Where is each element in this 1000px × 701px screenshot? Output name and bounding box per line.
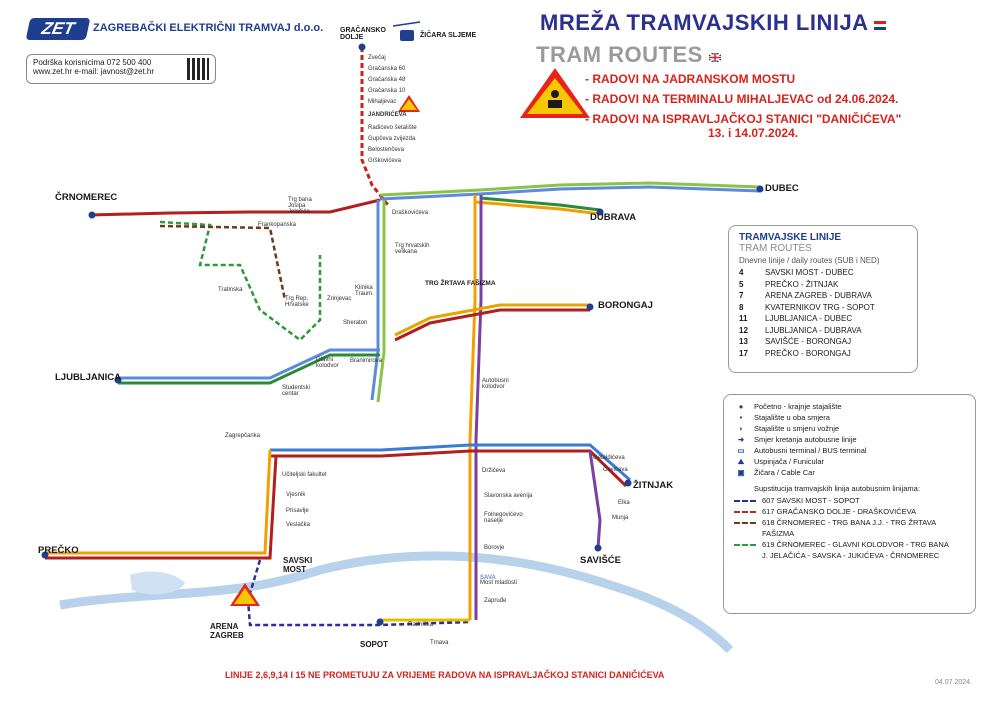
- legend-item-label: Stajalište u smjeru vožnje: [754, 424, 840, 433]
- route-number: 7: [739, 291, 744, 300]
- routes-legend-note: Dnevne linije / daily routes (SUB i NED): [739, 256, 880, 265]
- terminal-sopot: [377, 619, 384, 626]
- route-row[interactable]: [739, 279, 907, 291]
- stop-label[interactable]: JANDRIĆEVA: [368, 112, 407, 118]
- substitution-item: [734, 517, 965, 539]
- terminal-stop-icon: ●: [738, 402, 744, 411]
- bus-607-route: [248, 560, 470, 625]
- label-ljubljanica[interactable]: LJUBLJANICA: [55, 372, 121, 383]
- stop-label[interactable]: Slavonska avenija: [484, 493, 533, 499]
- legend-item: [734, 423, 965, 434]
- stop-label[interactable]: Radnička: [408, 622, 434, 628]
- stop-label[interactable]: Zvečaj: [368, 55, 386, 61]
- route-name: SAVIŠĆE - BORONGAJ: [765, 337, 852, 346]
- uk-flag-icon: [709, 53, 721, 62]
- label-sava-river: SAVA: [480, 575, 496, 581]
- croatian-flag-icon: [874, 21, 886, 30]
- legend-item-label: Stajalište u oba smjera: [754, 413, 830, 422]
- label-arena-zagreb[interactable]: ARENA ZAGREB: [210, 622, 244, 640]
- stop-label[interactable]: Autobusni kolodvor: [482, 378, 509, 390]
- legend-item-label: Autobusni terminal / BUS terminal: [754, 446, 867, 455]
- stop-label[interactable]: Zrinjevac: [327, 296, 352, 302]
- route-name: LJUBLJANICA - DUBEC: [765, 314, 853, 323]
- stop-label[interactable]: Trnava: [430, 640, 449, 646]
- label-gracansko-dolje[interactable]: GRAČANSKO DOLJE: [340, 27, 386, 41]
- routes-legend-heading: TRAMVAJSKE LINIJE: [739, 232, 842, 243]
- substitution-label: 619 ČRNOMEREC - GLAVNI KOLODVOR - TRG BANA J. JELAČIĆA - SAVSKA - JUKIĆEVA - ČRNOMEREC: [762, 540, 949, 560]
- line-savisce: [590, 451, 600, 548]
- route-name: LJUBLJANICA - DUBRAVA: [765, 325, 862, 335]
- stop-label[interactable]: Gračanska 10: [368, 88, 406, 94]
- footer-notice: LINIJE 2,6,9,14 I 15 NE PROMETUJU ZA VRIJEME RADOVA NA ISPRAVLJAČKOJ STANICI DANIČIĆEVA: [225, 670, 665, 680]
- bus-line-dash: [734, 500, 756, 502]
- roadwork-warning-icon: [520, 68, 590, 118]
- stop-label[interactable]: Grškovićeva: [368, 158, 402, 164]
- substitution-label: 618 ČRNOMEREC - TRG BANA J.J. - TRG ŽRTAVA FAŠIZMA: [762, 518, 936, 538]
- page-subtitle: TRAM ROUTES: [536, 42, 721, 68]
- bus-terminal-icon: ▭: [737, 446, 745, 455]
- stop-label[interactable]: Branimirova: [350, 358, 383, 364]
- legend-item-label: Smjer kretanja autobusne linije: [754, 435, 857, 444]
- label-trg-zrtava-fasizma[interactable]: TRG ŽRTAVA FAŠIZMA: [425, 280, 496, 287]
- stop-label[interactable]: Getaldićeva: [593, 455, 625, 461]
- route-row[interactable]: [739, 325, 907, 337]
- route-number: 12: [739, 325, 748, 335]
- stop-label[interactable]: Folnegovićevo naselje: [484, 512, 523, 524]
- route-number: 5: [739, 279, 744, 289]
- legend-item-label: Uspinjača / Funicular: [754, 457, 825, 466]
- route-row[interactable]: [739, 267, 907, 279]
- qr-code-icon[interactable]: [187, 58, 209, 80]
- routes-legend-heading-en: TRAM ROUTES: [739, 243, 812, 254]
- stop-label[interactable]: Trg bana Josipa Jelačića: [288, 197, 312, 215]
- stop-label[interactable]: Zapruđe: [484, 598, 507, 604]
- bus-line-dash: [734, 511, 756, 513]
- bus-line-dash: [734, 522, 756, 524]
- label-borongaj[interactable]: BORONGAJ: [598, 300, 653, 311]
- route-number: 17: [739, 348, 748, 358]
- stop-label[interactable]: Tratinska: [218, 287, 243, 293]
- stop-label[interactable]: Draškovićeva: [392, 210, 429, 216]
- legend-item: [734, 467, 965, 478]
- stop-label[interactable]: Klinika Traum.: [355, 285, 374, 297]
- cable-car-legend-icon: ▣: [737, 468, 745, 477]
- roadwork-warning-icon-mihaljevac: [398, 95, 420, 112]
- substitution-label: 607 SAVSKI MOST - SOPOT: [762, 496, 860, 505]
- stop-label[interactable]: Gupčeva zvijezda: [368, 136, 416, 142]
- route-name: SAVSKI MOST - DUBEC: [765, 268, 854, 277]
- stop-label[interactable]: Prisavlje: [286, 508, 309, 514]
- route-name: KVATERNIKOV TRG - SOPOT: [765, 302, 875, 312]
- routes-legend: [728, 225, 918, 373]
- label-precko[interactable]: PREČKO: [38, 545, 79, 556]
- cable-car-icon: [393, 22, 420, 41]
- stop-label[interactable]: Čavićeva: [603, 467, 628, 473]
- line-17-borongaj-b: [395, 310, 590, 340]
- legend-item: [734, 401, 965, 412]
- legend-item: [734, 445, 965, 456]
- sava-river: [60, 556, 730, 650]
- route-row[interactable]: [739, 336, 907, 348]
- company-name: ZAGREBAČKI ELEKTRIČNI TRAMVAJ d.o.o.: [93, 22, 324, 34]
- bus-direction-arrow-icon: ➜: [737, 435, 745, 444]
- label-sopot[interactable]: SOPOT: [360, 640, 389, 649]
- contact-phone: Podrška korisnicima 072 500 400: [33, 58, 152, 67]
- page-title: MREŽA TRAMVAJSKIH LINIJA: [540, 10, 886, 36]
- route-number: 13: [739, 337, 748, 346]
- label-crnomerec[interactable]: ČRNOMEREC: [55, 192, 118, 203]
- terminal-borongaj: [587, 304, 594, 311]
- line-5-zitnjak-b: [270, 451, 626, 486]
- stop-label[interactable]: Elka: [618, 500, 630, 506]
- stop-label[interactable]: Radićevo šetalište: [368, 125, 417, 131]
- notice-1: - RADOVI NA JADRANSKOM MOSTU: [585, 72, 796, 86]
- label-dubec[interactable]: DUBEC: [765, 183, 799, 194]
- route-row[interactable]: [739, 302, 907, 314]
- line-precko: [45, 450, 270, 553]
- label-savisce[interactable]: SAVIŠĆE: [580, 555, 622, 566]
- route-number: 4: [739, 268, 744, 277]
- stop-label[interactable]: Sheraton: [343, 320, 368, 326]
- line-precko-b: [45, 456, 276, 558]
- bus-line-dash: [734, 544, 756, 546]
- route-number: 8: [739, 302, 744, 312]
- stop-label[interactable]: Držićeva: [482, 468, 506, 474]
- label-zicara-sljeme[interactable]: ŽIČARA SLJEME: [420, 32, 477, 39]
- substitution-item: [734, 495, 965, 506]
- stop-label[interactable]: Trg Rep. Hrvatske: [285, 296, 309, 308]
- stop-label[interactable]: Učiteljski fakultet: [282, 472, 327, 478]
- label-dubrava[interactable]: DUBRAVA: [590, 212, 637, 223]
- stop-label[interactable]: Veslačka: [286, 522, 311, 528]
- stop-label[interactable]: Gračanska 48: [368, 77, 406, 83]
- stop-label[interactable]: Vjesnik: [286, 492, 306, 498]
- terminal-dubec: [757, 186, 764, 193]
- notice-3-date: 13. i 14.07.2024.: [708, 126, 799, 140]
- label-savski-most[interactable]: SAVSKI MOST: [283, 556, 313, 574]
- one-way-stop-icon: ◗: [738, 424, 744, 433]
- substitution-label: 617 GRAČANSKO DOLJE - DRAŠKOVIĆEVA: [762, 507, 917, 516]
- terminal-gracansko-dolje: [359, 44, 366, 51]
- substitution-heading: Supstitucija tramvajskih linija autobusnim linijama:: [754, 484, 920, 493]
- bus-619-route: [160, 222, 320, 340]
- legend-item: [734, 434, 965, 445]
- publish-date: 04.07.2024.: [935, 679, 972, 686]
- notice-3: - RADOVI NA ISPRAVLJAČKOJ STANICI "DANIČIĆEVA": [585, 112, 902, 126]
- line-west-track: [90, 200, 380, 215]
- stop-label[interactable]: Borovje: [484, 545, 505, 551]
- route-name: PREČKO - BORONGAJ: [765, 348, 851, 358]
- route-row[interactable]: [739, 290, 907, 302]
- label-zitnjak[interactable]: ŽITNJAK: [633, 480, 674, 491]
- stop-label[interactable]: Most mladosti: [480, 580, 518, 586]
- legend-item-label: Početno - krajnje stajalište: [754, 402, 842, 411]
- route-row[interactable]: [739, 313, 907, 325]
- legend-item: [734, 412, 965, 423]
- symbols-legend: [723, 394, 976, 614]
- stop-label[interactable]: Glavni kolodvor: [316, 357, 339, 369]
- contact-web[interactable]: www.zet.hr e-mail: javnost@zet.hr: [33, 67, 155, 76]
- route-name: ARENA ZAGREB - DUBRAVA: [765, 291, 872, 300]
- zet-logo: ZET: [26, 18, 91, 40]
- funicular-icon: ⛰: [737, 457, 745, 466]
- stop-label[interactable]: Trg hrvatskih velikana: [395, 243, 430, 255]
- route-name: PREČKO - ŽITNJAK: [765, 279, 839, 289]
- legend-item: [734, 456, 965, 467]
- stop-label[interactable]: Zagrepčanka: [225, 433, 261, 439]
- route-row[interactable]: [739, 348, 907, 360]
- stop-label[interactable]: Gračanska 60: [368, 66, 406, 72]
- stop-label[interactable]: Mihaljevac: [368, 99, 397, 105]
- notice-2: - RADOVI NA TERMINALU MIHALJEVAC od 24.06.2024.: [585, 92, 899, 106]
- substitution-item: [734, 506, 965, 517]
- stop-label[interactable]: Munja: [612, 515, 629, 521]
- terminal-crnomerec: [89, 212, 96, 219]
- contact-box: [26, 54, 216, 84]
- legend-item-label: Žičara / Cable Car: [754, 468, 815, 477]
- terminal-savisce: [595, 545, 602, 552]
- stop-label[interactable]: Frankopanska: [258, 222, 297, 228]
- stop-label[interactable]: Belostenčeva: [368, 147, 405, 153]
- two-way-stop-icon: •: [739, 413, 743, 422]
- terminal-zitnjak: [625, 480, 632, 487]
- route-number: 11: [739, 314, 748, 323]
- stop-label[interactable]: Studentski centar: [282, 385, 311, 397]
- line-central-vertical-a: [372, 200, 378, 400]
- substitution-item: [734, 539, 965, 561]
